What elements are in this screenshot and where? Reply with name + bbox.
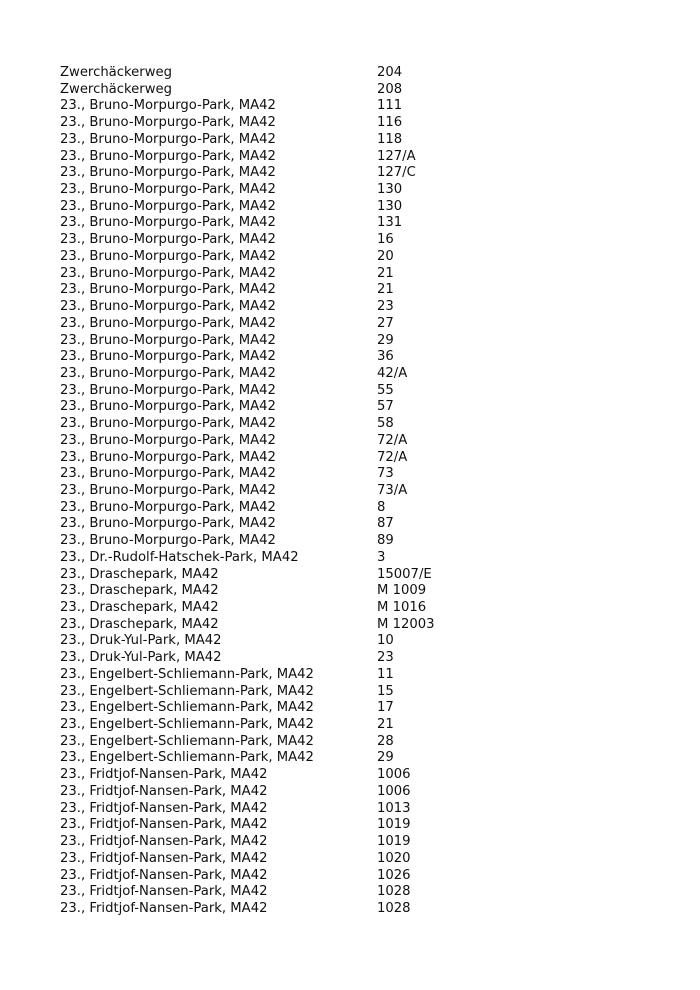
location-text: 23., Fridtjof-Nansen-Park, MA42 — [60, 867, 268, 883]
address-list — [60, 65, 660, 918]
number-text: 127/C — [377, 165, 416, 181]
location-text: 23., Engelbert-Schliemann-Park, MA42 — [60, 666, 314, 682]
number-text: 23 — [377, 299, 394, 315]
number-text: 131 — [377, 215, 403, 231]
number-text: 16 — [377, 232, 394, 248]
location-text: 23., Fridtjof-Nansen-Park, MA42 — [60, 767, 268, 783]
location-text: 23., Bruno-Morpurgo-Park, MA42 — [60, 399, 276, 415]
location-text: 23., Bruno-Morpurgo-Park, MA42 — [60, 365, 276, 381]
list-item — [60, 249, 660, 266]
location-text: 23., Dr.-Rudolf-Hatschek-Park, MA42 — [60, 549, 299, 565]
list-item — [60, 500, 660, 517]
number-text: 89 — [377, 533, 394, 549]
number-text: 23 — [377, 650, 394, 666]
list-item — [60, 717, 660, 734]
location-text: 23., Draschepark, MA42 — [60, 583, 219, 599]
list-item — [60, 483, 660, 500]
location-text: 23., Bruno-Morpurgo-Park, MA42 — [60, 248, 276, 264]
location-text: 23., Engelbert-Schliemann-Park, MA42 — [60, 683, 314, 699]
list-item — [60, 583, 660, 600]
number-text: 130 — [377, 198, 403, 214]
list-item — [60, 383, 660, 400]
number-text: 127/A — [377, 148, 416, 164]
number-text: 130 — [377, 182, 403, 198]
location-text: Zwerchäckerweg — [60, 81, 172, 97]
list-item — [60, 901, 660, 918]
location-text: 23., Bruno-Morpurgo-Park, MA42 — [60, 148, 276, 164]
number-text: 111 — [377, 98, 403, 114]
number-text: 116 — [377, 115, 403, 131]
list-item — [60, 767, 660, 784]
location-text: 23., Bruno-Morpurgo-Park, MA42 — [60, 349, 276, 365]
list-item — [60, 199, 660, 216]
list-item — [60, 684, 660, 701]
location-text: 23., Engelbert-Schliemann-Park, MA42 — [60, 750, 314, 766]
list-item — [60, 633, 660, 650]
location-text: 23., Druk-Yul-Park, MA42 — [60, 633, 222, 649]
list-item — [60, 182, 660, 199]
number-text: 55 — [377, 382, 394, 398]
list-item — [60, 617, 660, 634]
location-text: 23., Bruno-Morpurgo-Park, MA42 — [60, 198, 276, 214]
location-text: 23., Druk-Yul-Park, MA42 — [60, 650, 222, 666]
number-text: 10 — [377, 633, 394, 649]
list-item — [60, 750, 660, 767]
list-item — [60, 433, 660, 450]
list-item — [60, 784, 660, 801]
location-text: 23., Bruno-Morpurgo-Park, MA42 — [60, 232, 276, 248]
location-text: 23., Bruno-Morpurgo-Park, MA42 — [60, 131, 276, 147]
location-text: 23., Bruno-Morpurgo-Park, MA42 — [60, 315, 276, 331]
list-item — [60, 366, 660, 383]
number-text: 1028 — [377, 900, 411, 916]
location-text: 23., Bruno-Morpurgo-Park, MA42 — [60, 499, 276, 515]
location-text: 23., Fridtjof-Nansen-Park, MA42 — [60, 834, 268, 850]
number-text: 1013 — [377, 800, 411, 816]
number-text: M 1016 — [377, 600, 427, 615]
list-item — [60, 82, 660, 99]
list-item — [60, 282, 660, 299]
number-text: 73 — [377, 466, 394, 482]
list-item — [60, 884, 660, 901]
location-text: 23., Bruno-Morpurgo-Park, MA42 — [60, 432, 276, 448]
list-item — [60, 299, 660, 316]
number-text: 28 — [377, 733, 394, 749]
number-text: 208 — [377, 81, 403, 97]
number-text: 118 — [377, 131, 403, 147]
location-text: 23., Fridtjof-Nansen-Park, MA42 — [60, 817, 268, 833]
list-item — [60, 450, 660, 467]
list-item — [60, 165, 660, 182]
number-text: 21 — [377, 717, 394, 733]
number-text: 72/A — [377, 449, 408, 465]
location-text: 23., Bruno-Morpurgo-Park, MA42 — [60, 332, 276, 348]
number-text: 1028 — [377, 884, 411, 900]
number-text: 1020 — [377, 850, 411, 866]
location-text: 23., Bruno-Morpurgo-Park, MA42 — [60, 215, 276, 231]
list-item — [60, 650, 660, 667]
list-item — [60, 98, 660, 115]
location-text: 23., Fridtjof-Nansen-Park, MA42 — [60, 850, 268, 866]
list-item — [60, 215, 660, 232]
location-text: 23., Bruno-Morpurgo-Park, MA42 — [60, 516, 276, 532]
number-text: 72/A — [377, 432, 408, 448]
number-text: 27 — [377, 315, 394, 331]
list-item — [60, 316, 660, 333]
location-text: 23., Bruno-Morpurgo-Park, MA42 — [60, 449, 276, 465]
location-text: 23., Bruno-Morpurgo-Park, MA42 — [60, 299, 276, 315]
location-text: 23., Bruno-Morpurgo-Park, MA42 — [60, 533, 276, 549]
number-text: M 12003 — [377, 616, 435, 632]
location-text: 23., Fridtjof-Nansen-Park, MA42 — [60, 884, 268, 900]
location-text: 23., Engelbert-Schliemann-Park, MA42 — [60, 733, 314, 749]
list-item — [60, 550, 660, 567]
list-item — [60, 349, 660, 366]
list-item — [60, 801, 660, 818]
number-text: 1019 — [377, 834, 411, 850]
location-text: 23., Bruno-Morpurgo-Park, MA42 — [60, 382, 276, 398]
list-item — [60, 667, 660, 684]
list-item — [60, 266, 660, 283]
list-item — [60, 65, 660, 82]
list-item — [60, 533, 660, 550]
list-item — [60, 399, 660, 416]
number-text: 87 — [377, 516, 394, 532]
number-text: 17 — [377, 700, 394, 716]
list-item — [60, 600, 660, 617]
location-text: 23., Bruno-Morpurgo-Park, MA42 — [60, 115, 276, 131]
location-text: 23., Bruno-Morpurgo-Park, MA42 — [60, 98, 276, 114]
number-text: 29 — [377, 750, 394, 766]
number-text: 1026 — [377, 867, 411, 883]
list-item — [60, 516, 660, 533]
number-text: 1006 — [377, 783, 411, 799]
number-text: 36 — [377, 349, 394, 365]
list-item — [60, 817, 660, 834]
number-text: 21 — [377, 282, 394, 298]
location-text: 23., Bruno-Morpurgo-Park, MA42 — [60, 416, 276, 432]
number-text: 21 — [377, 265, 394, 281]
number-text: 11 — [377, 666, 394, 682]
list-item — [60, 115, 660, 132]
number-text: 15007/E — [377, 566, 432, 582]
number-text: 58 — [377, 416, 394, 432]
location-text: 23., Draschepark, MA42 — [60, 600, 219, 615]
number-text: 1019 — [377, 817, 411, 833]
list-item — [60, 466, 660, 483]
list-item — [60, 868, 660, 885]
list-item — [60, 734, 660, 751]
list-item — [60, 333, 660, 350]
location-text: 23., Bruno-Morpurgo-Park, MA42 — [60, 165, 276, 181]
number-text: 1006 — [377, 767, 411, 783]
location-text: 23., Bruno-Morpurgo-Park, MA42 — [60, 466, 276, 482]
list-item — [60, 232, 660, 249]
location-text: 23., Bruno-Morpurgo-Park, MA42 — [60, 182, 276, 198]
number-text: 204 — [377, 65, 403, 80]
number-text: 15 — [377, 683, 394, 699]
number-text: 57 — [377, 399, 394, 415]
location-text: 23., Bruno-Morpurgo-Park, MA42 — [60, 282, 276, 298]
list-item — [60, 132, 660, 149]
number-text: 8 — [377, 499, 386, 515]
location-text: Zwerchäckerweg — [60, 65, 172, 80]
list-item — [60, 834, 660, 851]
location-text: 23., Bruno-Morpurgo-Park, MA42 — [60, 265, 276, 281]
list-item — [60, 416, 660, 433]
number-text: 3 — [377, 549, 386, 565]
number-text: 73/A — [377, 482, 408, 498]
location-text: 23., Draschepark, MA42 — [60, 616, 219, 632]
number-text: 42/A — [377, 365, 408, 381]
location-text: 23., Fridtjof-Nansen-Park, MA42 — [60, 783, 268, 799]
location-text: 23., Fridtjof-Nansen-Park, MA42 — [60, 800, 268, 816]
number-text: 20 — [377, 248, 394, 264]
number-text: 29 — [377, 332, 394, 348]
location-text: 23., Bruno-Morpurgo-Park, MA42 — [60, 482, 276, 498]
list-item — [60, 700, 660, 717]
number-text: M 1009 — [377, 583, 427, 599]
location-text: 23., Engelbert-Schliemann-Park, MA42 — [60, 717, 314, 733]
location-text: 23., Fridtjof-Nansen-Park, MA42 — [60, 900, 268, 916]
list-item — [60, 149, 660, 166]
location-text: 23., Draschepark, MA42 — [60, 566, 219, 582]
list-item — [60, 851, 660, 868]
list-item — [60, 567, 660, 584]
location-text: 23., Engelbert-Schliemann-Park, MA42 — [60, 700, 314, 716]
